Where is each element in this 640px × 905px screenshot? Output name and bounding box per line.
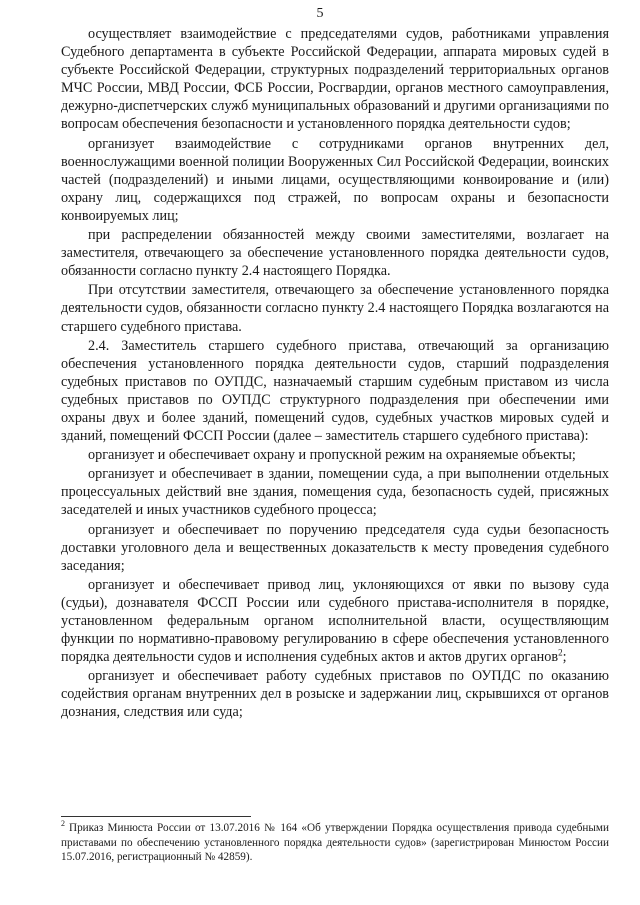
paragraph: осуществляет взаимодействие с председателями судов, работниками управления Судебного департамента в субъекте Российской Федерации, аппарата мировых судей в субъекте Российской Федерации, структурных подразделений территориальных органов МЧС России, МВД России, ФСБ России, Росгвардии, органов местного самоуправления, дежурно-диспетчерских служб муниципальных образований и другими организациями по вопросам обеспечения безопасности и установленного порядка деятельности судов; (61, 26, 609, 133)
page-number: 5 (316, 6, 324, 21)
footnote-text: Приказ Минюста России от 13.07.2016 № 164 «Об утверждении Порядка осуществления привода судебными приставами по обеспечению установленного порядка деятельности судов» (зарегистрирован Минюстом России 15.07.2016, регистрационный № 42859). (61, 822, 609, 863)
footnote-reference[interactable]: 2 (558, 647, 563, 658)
document-body (61, 25, 609, 722)
paragraph: при распределении обязанностей между своими заместителями, возлагает на заместителя, отвечающего за обеспечение установленного порядка деятельности судов, обязанности согласно пункту 2.4 настоящего Порядка. (61, 227, 609, 280)
paragraph: организует и обеспечивает в здании, помещении суда, а при выполнении отдельных процессуальных действий вне здания, помещения суда, безопасность судей, присяжных заседателей и иных участников судебного процесса; (61, 466, 609, 519)
paragraph-end: ; (562, 649, 567, 666)
paragraph-with-footnote (61, 576, 609, 666)
paragraph: 2.4. Заместитель старшего судебного пристава, отвечающий за организацию обеспечения установленного порядка деятельности судов, старший подразделения судебных приставов по ОУПДС, назначаемый старшим судебным приставом из числа судебных приставов по ОУПДС структурного подразделения при обеспечении ими охраны двух и более зданий, помещений судов, судебных участков мировых судей и зданий, помещений ФССП России (далее – заместитель старшего судебного пристава): (61, 337, 609, 445)
paragraph: организует и обеспечивает работу судебных приставов по ОУПДС по оказанию содействия органам внутренних дел в розыске и задержании лиц, скрывшихся от органов дознания, следствия или суда; (61, 668, 609, 721)
footnote (61, 821, 609, 865)
footnote-divider (61, 816, 251, 817)
paragraph: организует и обеспечивает по поручению председателя суда судьи безопасность доставки уголовного дела и вещественных доказательств к месту проведения судебного заседания; (61, 521, 609, 574)
paragraph: организует и обеспечивает охрану и пропускной режим на охраняемые объекты; (88, 447, 576, 464)
paragraph: При отсутствии заместителя, отвечающего за обеспечение установленного порядка деятельности судов, обязанности согласно пункту 2.4 настоящего Порядка возлагаются на старшего судебного пристава. (61, 282, 609, 335)
footnote-mark: 2 (61, 819, 65, 829)
paragraph: организует взаимодействие с сотрудниками органов внутренних дел, военнослужащими военной полиции Вооруженных Сил Российской Федерации, воинских частей (подразделений) и иными лицами, осуществляющими конвоирование и (или) охрану лиц, содержащихся под стражей, по вопросам охраны и безопасности конвоируемых лиц; (61, 135, 609, 224)
paragraph-text: организует и обеспечивает привод лиц, уклоняющихся от явки по вызову суда (судьи), дознавателя ФССП России или судебного пристава-исполнителя в порядке, установленном федеральным органом исполнительной власти, осуществляющим функции по нормативно-правовому регулированию в сфере обеспечения установленного порядка деятельности судов и исполнения судебных актов и актов других органов (61, 576, 609, 666)
